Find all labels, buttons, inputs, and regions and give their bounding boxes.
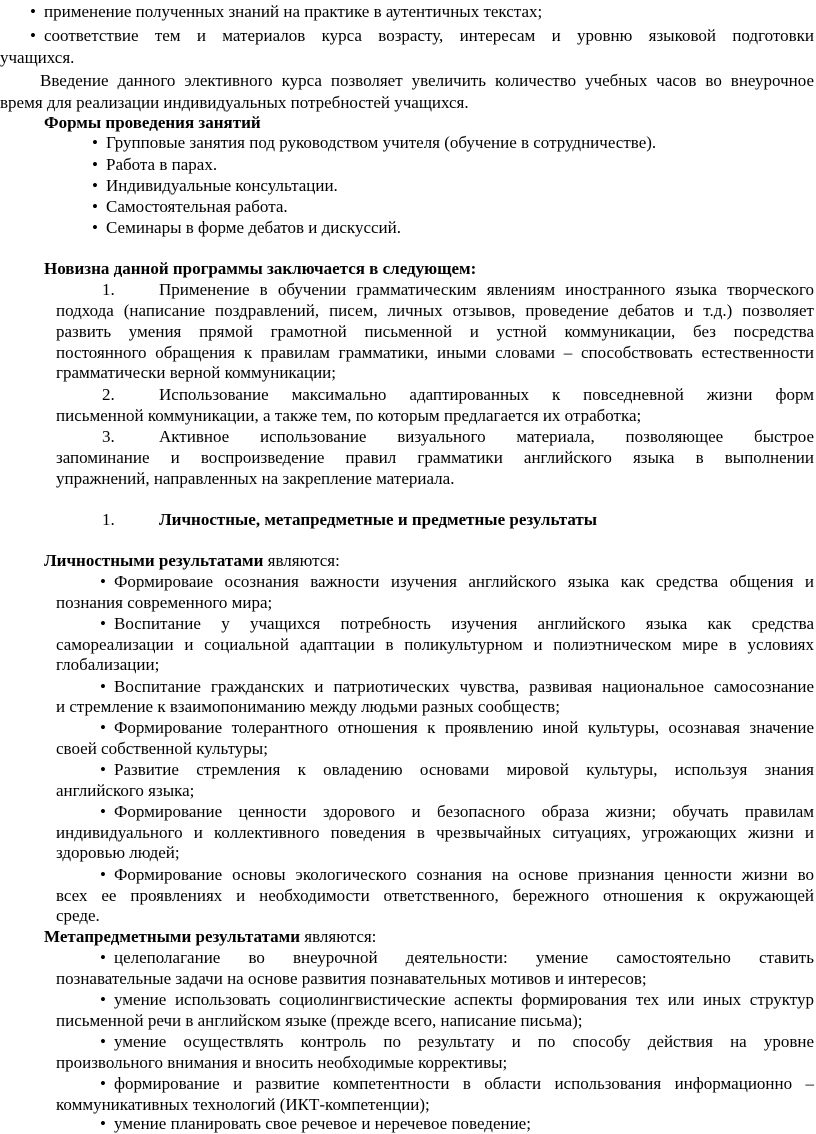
bullet-icon: •: [100, 1074, 106, 1093]
bullet-icon: •: [30, 2, 36, 21]
intro-paragraph-line-2: время для реализации индивидуальных потребностей учащихся.: [0, 93, 469, 112]
forms-item: • Семинары в форме дебатов и дискуссий.: [92, 218, 401, 237]
meta-item: • умение осуществлять контроль по результату и по способу действия на уровне: [100, 1032, 814, 1051]
intro-paragraph-line-1: Введение данного элективного курса позволяет увеличить количество учебных часов во внеурочное: [40, 71, 814, 90]
personal-item: • Формирование толерантного отношения к проявлению иной культуры, осознавая значение: [100, 718, 814, 737]
bullet-icon: •: [92, 176, 98, 195]
forms-item: • Групповые занятия под руководством учителя (обучение в сотрудничестве).: [92, 133, 657, 152]
novelty-item-2-line: письменной коммуникации, а также тем, по которым предлагается их отработка;: [56, 406, 642, 425]
personal-item: • Развитие стремления к овладению основами мировой культуры, используя знания: [100, 760, 814, 779]
forms-heading: Формы проведения занятий: [44, 113, 261, 132]
bullet-icon: •: [30, 26, 36, 45]
bullet-icon: •: [100, 760, 106, 779]
bullet-icon: •: [92, 155, 98, 174]
novelty-item-1-line: развить умения прямой грамотной письменной и устной коммуникации, без посредства: [56, 322, 814, 341]
novelty-item-3-line: упражнений, направленных на закрепление материала.: [56, 469, 455, 488]
bullet-icon: •: [100, 572, 106, 591]
novelty-item-1-line: подхода (написание поздравлений, писем, личных отзывов, проведение дебатов и т.д.) позволяет: [56, 301, 814, 320]
bullet-icon: •: [100, 1032, 106, 1051]
personal-item-cont: познания современного мира;: [56, 593, 273, 612]
personal-item-cont: индивидуального и коллективного поведения в чрезвычайных ситуациях, угрожающих жизни и: [56, 823, 814, 842]
novelty-item-1-line: грамматически верной коммуникации;: [56, 363, 336, 382]
personal-item: • Формирование основы экологического сознания на основе признания ценности жизни во: [100, 865, 814, 884]
meta-item-cont: письменной речи в английском языке (прежде всего, написание письма);: [56, 1011, 583, 1030]
novelty-item-3-num: 3.: [102, 427, 115, 446]
personal-item-cont: среде.: [56, 906, 100, 925]
personal-item-cont: всех ее проявлениях и необходимости ответственного, бережного отношения к окружающей: [56, 886, 814, 905]
bullet-icon: •: [100, 990, 106, 1009]
bullet-icon: •: [100, 677, 106, 696]
novelty-item-1-num: 1.: [102, 280, 115, 299]
personal-item: • Воспитание гражданских и патриотических чувства, развивая национальное самосознание: [100, 677, 814, 696]
bullet-icon: •: [100, 718, 106, 737]
bullet-icon: •: [100, 948, 106, 967]
personal-item-cont: и стремление к взаимопониманию между людьми разных сообществ;: [56, 697, 560, 716]
personal-item-cont: самореализации и социальной адаптации в поликультурном и полиэтническом мире в условиях: [56, 635, 814, 654]
bullet-icon: •: [100, 802, 106, 821]
personal-item: • Формирование ценности здорового и безопасного образа жизни; обучать правилам: [100, 802, 814, 821]
novelty-item-1-line: постоянного обращения к правилам грамматики, иными словами – способствовать естественности: [56, 343, 814, 362]
meta-item-cont: познавательные задачи на основе развития познавательных мотивов и интересов;: [56, 969, 647, 988]
meta-item: • умение использовать социолингвистические аспекты формирования тех или иных структур: [100, 990, 814, 1009]
bullet-icon: •: [100, 865, 106, 884]
bullet-icon: •: [92, 197, 98, 216]
intro-bullet-1: • применение полученных знаний на практике в аутентичных текстах;: [30, 2, 543, 21]
section-number: 1.: [102, 510, 115, 529]
novelty-item-1-line: Применение в обучении грамматическим явлениям иностранного языка творческого: [159, 280, 814, 299]
personal-item-cont: английского языка;: [56, 781, 195, 800]
novelty-item-2-line: Использование максимально адаптированных к повседневной жизни форм: [159, 385, 814, 404]
bullet-icon: •: [100, 614, 106, 633]
novelty-heading: Новизна данной программы заключается в следующем:: [44, 259, 477, 278]
meta-heading: Метапредметными результатами являются:: [44, 927, 377, 946]
forms-item: • Индивидуальные консультации.: [92, 176, 338, 195]
novelty-item-2-num: 2.: [102, 385, 115, 404]
meta-item-cont: произвольного внимания и вносить необходимые коррективы;: [56, 1053, 508, 1072]
bullet-icon: •: [100, 1114, 106, 1133]
forms-item: • Самостоятельная работа.: [92, 197, 288, 216]
personal-item-cont: своей собственной культуры;: [56, 739, 268, 758]
novelty-item-3-line: Активное использование визуального материала, позволяющее быстрое: [159, 427, 814, 446]
bullet-icon: •: [92, 133, 98, 152]
personal-item: • Формироваие осознания важности изучения английского языка как средства общения и: [100, 572, 814, 591]
forms-item: • Работа в парах.: [92, 155, 218, 174]
section-title: Личностные, метапредметные и предметные результаты: [159, 510, 598, 529]
meta-item: • умение планировать свое речевое и неречевое поведение;: [100, 1114, 531, 1133]
bullet-icon: •: [92, 218, 98, 237]
personal-item: • Воспитание у учащихся потребность изучения английского языка как средства: [100, 614, 814, 633]
meta-item-cont: коммуникативных технологий (ИКТ-компетенции);: [56, 1095, 430, 1114]
personal-heading: Личностными результатами являются:: [44, 551, 340, 570]
intro-bullet-2: • соответствие тем и материалов курса возрасту, интересам и уровню языковой подготовки: [30, 26, 814, 45]
meta-item: • целеполагание во внеурочной деятельности: умение самостоятельно ставить: [100, 948, 814, 967]
personal-item-cont: здоровью людей;: [56, 843, 180, 862]
personal-item-cont: глобализации;: [56, 655, 160, 674]
novelty-item-3-line: запоминание и воспроизведение правил грамматики английского языка в выполнении: [56, 448, 814, 467]
meta-item: • формирование и развитие компетентности в области использования информационно –: [100, 1074, 814, 1093]
intro-bullet-2-cont: учащихся.: [0, 48, 75, 67]
